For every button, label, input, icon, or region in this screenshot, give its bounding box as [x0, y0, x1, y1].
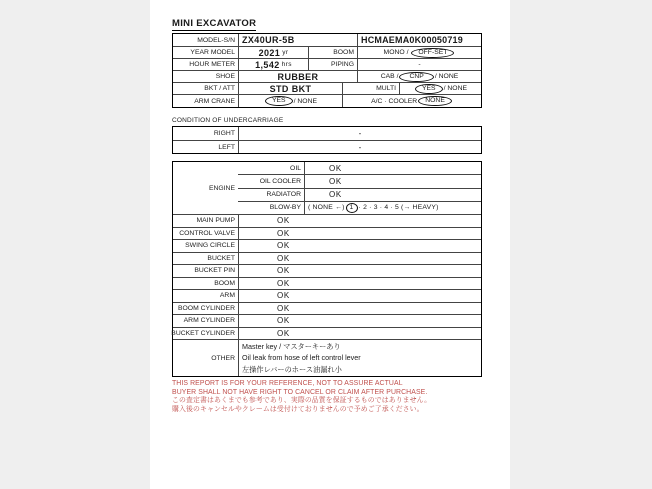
item-row-boom	[173, 277, 481, 290]
shoe-label: SHOE	[215, 73, 235, 80]
spec-row-shoe	[173, 70, 481, 82]
disclaimer	[172, 380, 482, 414]
other-note-oil-leak-jp: 左操作レバーのホース油漏れ小	[242, 364, 342, 374]
undercarriage-row-left	[173, 140, 481, 153]
oil-cooler-label: OIL COOLER	[259, 177, 301, 185]
ac-none-oval: NONE	[418, 96, 452, 106]
radiator-label: RADIATOR	[266, 191, 301, 199]
item-row-arm	[173, 289, 481, 302]
cnp-oval: CNP	[399, 72, 433, 82]
swing-circle-label: SWING CIRCLE	[185, 242, 235, 250]
boom-cylinder-value: OK	[238, 303, 481, 315]
blowby-scale-text: · 2 · 3 · 4 · 5 (→ HEAVY)	[358, 204, 439, 212]
hour-unit: hrs	[281, 61, 292, 68]
arm-crane-none-text: / NONE	[293, 97, 318, 105]
item-row-arm-cylinder	[173, 314, 481, 327]
engine-row-oil-cooler	[238, 174, 481, 187]
piping-label: PIPING	[308, 59, 357, 70]
spec-row-armcrane	[173, 94, 481, 107]
item-row-main-pump	[173, 214, 481, 227]
bucket-cylinder-label: BUCKET CYLINDER	[171, 329, 235, 337]
boom-value	[357, 47, 481, 58]
multi-yes-oval: YES	[415, 84, 443, 94]
arm-crane-label: ARM CRANE	[194, 97, 235, 105]
year-number: 2021	[258, 47, 281, 58]
cab-text: CAB /	[380, 73, 399, 80]
main-pump-value: OK	[238, 215, 481, 227]
arm-cylinder-label: ARM CYLINDER	[183, 317, 235, 325]
boom-item-label: BOOM	[214, 279, 235, 287]
control-valve-value: OK	[238, 228, 481, 240]
disclaimer-line-2: BUYER SHALL NOT HAVE RIGHT TO CANCEL OR CLAIM AFTER PURCHASE.	[172, 388, 428, 396]
blowby-none-text: ( NONE ←)	[308, 204, 345, 212]
multi-value	[399, 83, 481, 94]
right-label: RIGHT	[213, 130, 235, 137]
other-row	[173, 339, 481, 376]
disclaimer-line-4-jp: 購入後のキャンセルやクレームは受付けておりませんので予めご了承ください。	[172, 405, 424, 413]
control-valve-label: CONTROL VALVE	[179, 229, 235, 237]
boom-item-value: OK	[238, 278, 481, 290]
spec-row-hour	[173, 58, 481, 70]
arm-crane-value	[238, 95, 342, 107]
right-value: -	[238, 127, 481, 140]
engine-group-row	[173, 162, 481, 214]
document-page	[150, 0, 510, 489]
other-note-master-key: Master key / マスターキーあり	[242, 342, 341, 351]
item-row-bucket-cylinder	[173, 327, 481, 340]
bucket-pin-label: BUCKET PIN	[194, 267, 235, 275]
engine-row-radiator	[238, 188, 481, 201]
bkt-value: STD BKT	[238, 83, 342, 94]
engine-row-blowby	[238, 201, 481, 214]
undercarriage-row-right	[173, 127, 481, 140]
blowby-level-oval: 1	[346, 203, 358, 213]
oil-value: OK	[304, 162, 481, 174]
year-unit: yr	[282, 49, 289, 56]
blowby-value	[304, 202, 481, 214]
engine-label: ENGINE	[208, 184, 235, 192]
engine-subtable	[238, 162, 481, 214]
spec-table	[172, 33, 482, 108]
item-row-boom-cylinder	[173, 302, 481, 315]
engine-row-oil	[238, 162, 481, 174]
ac-cooler-text: A/C · COOLER	[371, 97, 418, 105]
hour-number: 1,542	[255, 59, 280, 70]
boom-label: BOOM	[308, 47, 357, 58]
report-content	[172, 13, 482, 414]
year-model-value	[238, 47, 308, 58]
model-value: ZX40UR-5B	[238, 34, 357, 46]
undercarriage-heading: CONDITION OF UNDERCARRIAGE	[172, 117, 284, 124]
disclaimer-line-3-jp: この査定書はあくまでも参考であり、実際の品質を保証するものではありません。	[172, 397, 432, 405]
blowby-label: BLOW-BY	[269, 204, 301, 212]
shoe-value: RUBBER	[238, 71, 357, 82]
year-model-label: YEAR MODEL	[190, 49, 235, 56]
multi-none-text: / NONE	[443, 85, 468, 92]
bucket-cylinder-value: OK	[238, 328, 481, 340]
arm-label: ARM	[219, 292, 235, 300]
main-pump-label: MAIN PUMP	[196, 217, 235, 225]
ac-cooler-value	[342, 95, 481, 107]
left-value: -	[238, 141, 481, 153]
bkt-att-label: BKT / ATT	[204, 85, 235, 92]
other-label: OTHER	[211, 354, 235, 362]
model-sn-label: MODEL-S/N	[197, 36, 235, 44]
multi-label: MULTI	[342, 83, 399, 94]
hour-meter-label: HOUR METER	[189, 61, 235, 68]
item-row-bucket-pin	[173, 264, 481, 277]
undercarriage-table	[172, 126, 482, 154]
inspection-table	[172, 161, 482, 377]
serial-number-value: HCMAEMA0K00050719	[357, 34, 481, 46]
item-row-bucket	[173, 252, 481, 265]
boom-offset-oval: OFF-SET	[411, 48, 454, 58]
disclaimer-line-1: THIS REPORT IS FOR YOUR REFERENCE, NOT TO ASSURE ACTUAL	[172, 380, 403, 387]
other-notes	[238, 340, 481, 376]
hour-meter-value	[238, 59, 308, 70]
swing-circle-value: OK	[238, 240, 481, 252]
bucket-label: BUCKET	[207, 254, 235, 262]
bucket-value: OK	[238, 253, 481, 265]
arm-cylinder-value: OK	[238, 315, 481, 327]
spec-row-year	[173, 46, 481, 58]
other-note-oil-leak: Oil leak from hose of left control lever	[242, 353, 361, 363]
item-row-swing-circle	[173, 239, 481, 252]
item-row-control-valve	[173, 227, 481, 240]
spec-row-bkt	[173, 82, 481, 94]
left-label: LEFT	[218, 143, 235, 151]
page-title: MINI EXCAVATOR	[172, 18, 257, 29]
cab-cnp-value	[357, 71, 481, 82]
radiator-value: OK	[304, 189, 481, 201]
oil-cooler-value: OK	[304, 175, 481, 187]
arm-crane-yes-oval: YES	[265, 96, 293, 106]
piping-value: -	[357, 59, 481, 70]
cab-none-text: / NONE	[434, 73, 459, 80]
oil-label: OIL	[290, 164, 301, 172]
boom-cylinder-label: BOOM CYLINDER	[177, 304, 235, 312]
arm-value: OK	[238, 290, 481, 302]
bucket-pin-value: OK	[238, 265, 481, 277]
boom-mono-text: MONO /	[383, 49, 409, 56]
spec-row-model	[173, 34, 481, 46]
